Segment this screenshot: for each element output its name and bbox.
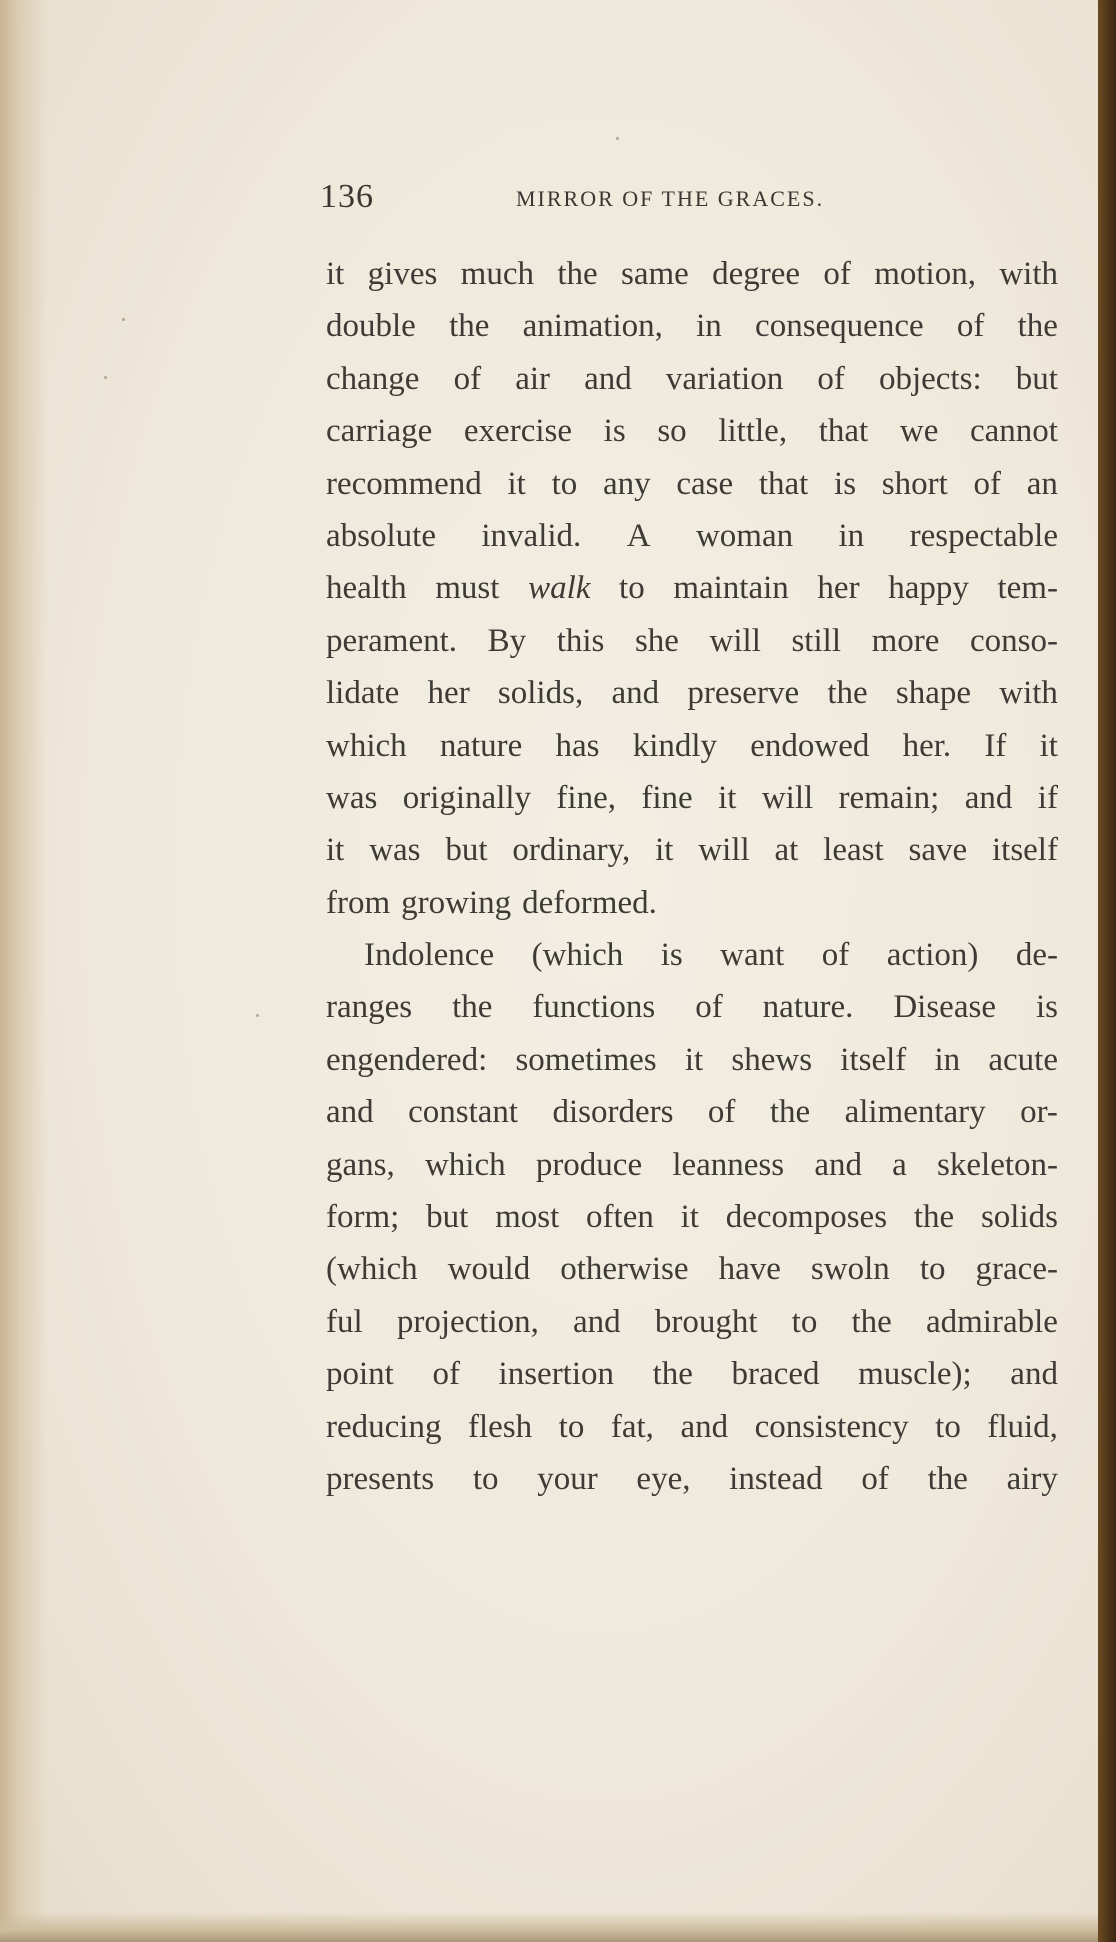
word: it <box>326 256 345 292</box>
word: alimentary <box>844 1094 986 1131</box>
word: itself <box>991 832 1058 869</box>
word: brought <box>654 1303 758 1340</box>
word: air <box>515 360 551 397</box>
word: tem- <box>997 570 1058 607</box>
word: the <box>1017 308 1058 345</box>
word: braced <box>731 1356 820 1393</box>
word: the <box>913 1199 955 1236</box>
word: a <box>892 1146 907 1183</box>
word: form; <box>326 1199 400 1236</box>
word: decomposes <box>725 1199 888 1236</box>
word: swoln <box>810 1251 890 1288</box>
text-line <box>326 510 1058 562</box>
word: skeleton- <box>937 1146 1058 1183</box>
word: motion, <box>874 256 976 292</box>
word: was <box>369 832 421 869</box>
word: with <box>999 256 1058 292</box>
word: her. <box>902 727 952 764</box>
word: (which <box>531 937 624 974</box>
word: short <box>881 465 948 502</box>
word: walk <box>528 570 591 607</box>
word: acute <box>988 1041 1058 1078</box>
word: muscle); <box>858 1356 972 1393</box>
word: often <box>586 1199 654 1236</box>
page-bottom-stain <box>0 1912 1098 1942</box>
text-line <box>326 877 1058 929</box>
word: perament. <box>326 622 458 659</box>
word: fine <box>641 779 693 816</box>
word: was <box>326 779 378 816</box>
word: gans, <box>326 1146 395 1183</box>
word: least <box>823 832 884 869</box>
word: recommend <box>326 465 482 502</box>
word: of <box>861 1460 889 1497</box>
word: the <box>827 675 868 712</box>
word: is <box>660 937 683 974</box>
word: the <box>557 256 598 292</box>
word: invalid. <box>481 517 582 554</box>
word: health <box>326 570 407 607</box>
word: to <box>551 465 578 502</box>
word: solids, <box>497 675 584 712</box>
text-line <box>326 929 1058 981</box>
word: or- <box>1020 1094 1058 1131</box>
word: otherwise <box>560 1251 689 1288</box>
word: more <box>871 622 940 659</box>
word: originally <box>402 779 532 816</box>
word: the <box>927 1460 968 1497</box>
word: (which <box>326 1251 418 1288</box>
word: most <box>495 1199 560 1236</box>
text-line <box>326 1243 1058 1295</box>
book-board-edge <box>1098 0 1116 1942</box>
word: remain; <box>838 779 940 816</box>
text-line <box>326 562 1058 614</box>
word: Indolence <box>364 937 495 974</box>
word: and <box>964 779 1013 816</box>
word: A <box>626 517 651 554</box>
word: her <box>817 570 860 607</box>
word: functions <box>532 989 656 1026</box>
word: fine, <box>556 779 616 816</box>
text-line <box>326 1401 1058 1453</box>
word: of <box>432 1356 460 1393</box>
word: of <box>453 360 482 397</box>
word: that <box>758 465 809 502</box>
word: preserve <box>687 675 800 712</box>
word: but <box>1015 360 1058 397</box>
word: in <box>934 1041 961 1078</box>
word: exercise <box>463 413 572 450</box>
word: we <box>899 413 939 450</box>
word: it <box>718 779 737 816</box>
text-line <box>326 1139 1058 1191</box>
word: will <box>709 622 761 659</box>
word: which <box>424 1146 506 1183</box>
text-line <box>326 824 1058 876</box>
paper-speck <box>256 1014 259 1017</box>
word: is <box>603 413 626 450</box>
word: with <box>999 675 1058 712</box>
word: eye, <box>636 1460 691 1497</box>
word: of <box>973 465 1001 502</box>
text-line <box>326 772 1058 824</box>
word: and <box>326 1094 374 1131</box>
text-line <box>326 353 1058 405</box>
word: is <box>834 465 857 502</box>
word: of <box>707 1094 736 1131</box>
word: airy <box>1006 1460 1058 1497</box>
word: and <box>611 675 660 712</box>
word: admirable <box>925 1303 1058 1340</box>
word: must <box>435 570 500 607</box>
word: nature <box>439 727 523 764</box>
text-line <box>326 300 1058 352</box>
page-gutter-stain <box>0 0 48 1942</box>
text-line <box>326 1453 1058 1505</box>
word: gives <box>367 256 438 292</box>
word: in <box>696 308 722 345</box>
word: reducing <box>326 1408 442 1445</box>
word: presents <box>326 1460 435 1497</box>
paragraph <box>326 929 1058 1505</box>
word: consistency <box>754 1408 909 1445</box>
word: at <box>774 832 799 869</box>
word: an <box>1026 465 1058 502</box>
text-line <box>326 1348 1058 1400</box>
word: and <box>1010 1356 1058 1393</box>
word: the <box>652 1356 693 1393</box>
word: any <box>602 465 651 502</box>
body-text <box>326 248 1058 1505</box>
word: ranges <box>326 989 413 1026</box>
word: fluid, <box>987 1408 1058 1445</box>
text-line <box>326 458 1058 510</box>
word: and <box>680 1408 729 1445</box>
word: instead <box>729 1460 823 1497</box>
word: point <box>326 1356 394 1393</box>
paper-speck <box>616 137 619 140</box>
word: of <box>817 360 845 397</box>
word: Disease <box>893 989 996 1026</box>
word: it <box>684 1041 704 1078</box>
text-line <box>326 667 1058 719</box>
word: much <box>460 256 534 292</box>
word: variation <box>665 360 784 397</box>
word: her <box>427 675 470 712</box>
word: case <box>676 465 734 502</box>
word: flesh <box>467 1408 533 1445</box>
word: solids <box>980 1199 1058 1236</box>
word: disorders <box>552 1094 674 1131</box>
word: of <box>956 308 985 345</box>
word: endowed <box>750 727 870 764</box>
word: so <box>657 413 687 450</box>
word: absolute <box>326 517 436 554</box>
page-number: 136 <box>320 178 374 215</box>
paper-speck <box>122 318 125 321</box>
word: double <box>326 308 416 345</box>
word: of <box>823 256 851 292</box>
word: to <box>791 1303 818 1340</box>
word: the <box>769 1094 811 1131</box>
word: change <box>326 360 420 397</box>
word: ful <box>326 1303 363 1340</box>
paper-speck <box>104 376 107 379</box>
word: of <box>695 989 723 1026</box>
word: respectable <box>909 517 1058 554</box>
word: will <box>698 832 750 869</box>
word: of <box>821 937 850 974</box>
word: consequence <box>755 308 924 345</box>
word: projection, <box>396 1303 539 1340</box>
text-line <box>326 248 1058 300</box>
word: it <box>655 832 674 869</box>
word: maintain <box>673 570 789 607</box>
word: shews <box>731 1041 813 1078</box>
word: kindly <box>632 727 718 764</box>
word: nature. <box>762 989 854 1026</box>
word: same <box>620 256 689 292</box>
word: grace- <box>975 1251 1058 1288</box>
word: that <box>818 413 869 450</box>
word: happy <box>888 570 969 607</box>
word: carriage <box>326 413 433 450</box>
word: and <box>814 1146 862 1183</box>
word: If <box>984 727 1007 764</box>
word: sometimes <box>515 1041 657 1078</box>
word: have <box>718 1251 781 1288</box>
word: in <box>838 517 865 554</box>
text-line <box>326 615 1058 667</box>
word: leanness <box>672 1146 785 1183</box>
word: de- <box>1015 937 1058 974</box>
word: shape <box>895 675 972 712</box>
word: still <box>791 622 841 659</box>
text-line <box>326 405 1058 457</box>
text-line <box>326 1191 1058 1243</box>
word: produce <box>535 1146 643 1183</box>
word: cannot <box>970 413 1058 450</box>
word: is <box>1035 989 1058 1026</box>
word: the <box>452 989 493 1026</box>
word: want <box>720 937 785 974</box>
word: conso- <box>969 622 1058 659</box>
text-line <box>326 1296 1058 1348</box>
word: it <box>326 832 345 869</box>
word: from <box>326 884 391 921</box>
word: but <box>445 832 488 869</box>
word: fat, <box>610 1408 654 1445</box>
word: deformed. <box>522 884 657 921</box>
word: will <box>761 779 814 816</box>
text-line <box>326 981 1058 1033</box>
word: constant <box>408 1094 519 1131</box>
word: but <box>426 1199 469 1236</box>
word: objects: <box>878 360 982 397</box>
word: to <box>558 1408 585 1445</box>
word: insertion <box>498 1356 615 1393</box>
text-line <box>326 1086 1058 1138</box>
word: to <box>619 570 645 607</box>
text-line <box>326 720 1058 772</box>
word: this <box>556 622 605 659</box>
word: save <box>908 832 968 869</box>
word: to <box>935 1408 961 1445</box>
word: it <box>1039 727 1058 764</box>
running-title: MIRROR OF THE GRACES. <box>516 186 825 211</box>
paragraph <box>326 248 1058 929</box>
word: degree <box>712 256 801 292</box>
word: and <box>573 1303 621 1340</box>
word: and <box>584 360 632 397</box>
word: it <box>680 1199 699 1236</box>
word: your <box>537 1460 598 1497</box>
word: she <box>634 622 679 659</box>
word: little, <box>718 413 788 450</box>
word: itself <box>840 1041 907 1078</box>
word: lidate <box>326 675 400 712</box>
word: woman <box>695 517 794 554</box>
word: if <box>1037 779 1058 816</box>
word: to <box>472 1460 499 1497</box>
word: the <box>851 1303 892 1340</box>
word: animation, <box>522 308 663 345</box>
running-head <box>320 178 896 218</box>
word: ordinary, <box>512 832 631 869</box>
word: the <box>449 308 490 345</box>
word: would <box>447 1251 531 1288</box>
word: which <box>326 727 407 764</box>
word: action) <box>886 937 979 974</box>
text-line <box>326 1034 1058 1086</box>
word: has <box>555 727 600 764</box>
word: growing <box>401 884 512 921</box>
word: it <box>507 465 526 502</box>
word: engendered: <box>326 1041 488 1078</box>
word: By <box>487 622 527 659</box>
word: to <box>919 1251 946 1288</box>
